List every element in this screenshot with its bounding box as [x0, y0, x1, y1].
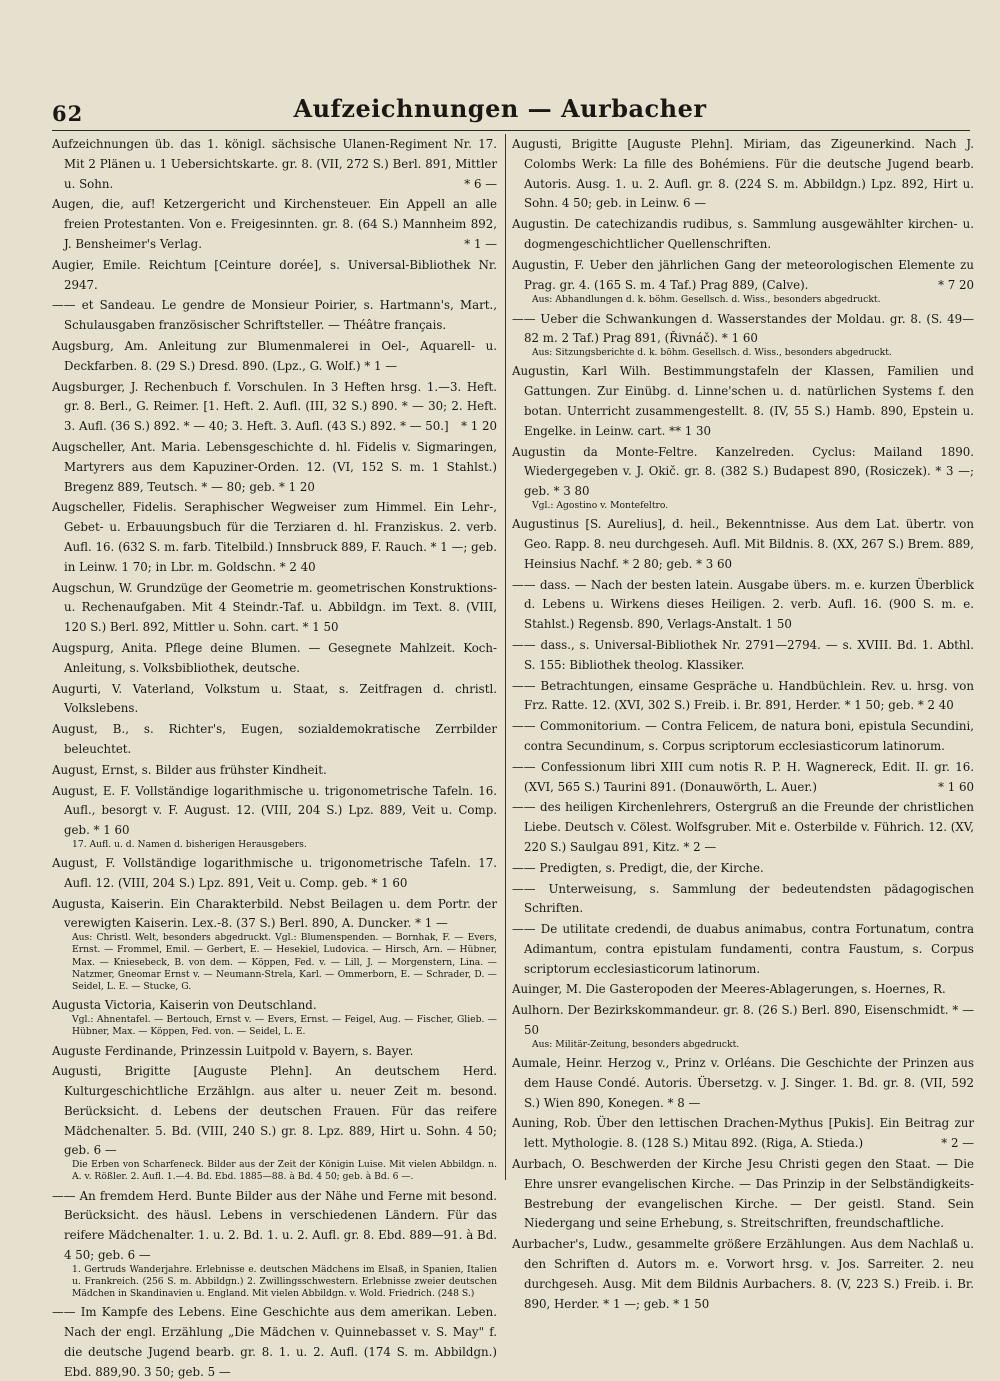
entry-text: —— et Sandeau. Le gendre de Monsieur Poirier, s. Hartmann's, Mart., Schulausgaben französischer Schriftsteller. — Théâtre français.: [52, 298, 497, 333]
catalog-entry: [512, 999, 974, 1051]
catalog-entry: [512, 294, 974, 306]
catalog-entry: [52, 496, 497, 575]
catalog-entry: [512, 360, 974, 439]
catalog-entry: [52, 1040, 497, 1060]
entry-text: —— dass. — Nach der besten latein. Ausgabe übers. m. e. kurzen Überblick d. Lebens u. Wirkens dieses Heiligen. 2. verb. Aufl. 16. (900 S. m. e. Stahlst.) Regensb. 890, Verlags-Anstalt. 1 50: [512, 577, 974, 632]
catalog-entry: [52, 577, 497, 636]
entry-text: Aulhorn. Der Bezirkskommandeur. gr. 8. (26 S.) Berl. 890, Eisenschmidt. * — 50: [512, 1003, 974, 1038]
entry-note: Vgl.: Ahnentafel. — Bertouch, Ernst v. — Evers, Ernst. — Feigel, Aug. — Fischer, Glieb. — Hübner, Max. — Köppen, Fed. von. — Seidel, L. E.: [72, 1014, 497, 1038]
entry-text: Auinger, M. Die Gasteropoden der Meeres-Ablagerungen, s. Hoernes, R.: [512, 982, 946, 997]
catalog-entry: [512, 796, 974, 855]
entry-text: Auning, Rob. Über den lettischen Drachen-Mythus [Pukis]. Ein Beitrag zur lett. Mythologie. 8. (128 S.) Mitau 892. (Riga, A. Stieda.): [512, 1116, 974, 1151]
page-number: 62: [52, 101, 84, 126]
entry-note: Vgl.: Agostino v. Montefeltro.: [532, 499, 669, 511]
entry-text: —— De utilitate credendi, de duabus animabus, contra Fortunatum, contra Adimantum, contra epistulam fundamenti, contra Faustum, s. Corpus scriptorum ecclesiasticorum latinorum.: [512, 922, 974, 976]
catalog-entry: [512, 513, 974, 572]
entry-text: Augustin, Karl Wilh. Bestimmungstafeln der Klassen, Familien und Gattungen. Zur Einübg. d. Linne'schen u. d. natürlichen Systems f. den botan. Unterricht zusammengestellt. 8. (IV, 55 S.) Hamb. 890, Epstein u. Engelke. in Leinw. cart. ** 1 30: [512, 364, 974, 438]
catalog-entry: [512, 756, 974, 796]
entry-text: Augurti, V. Vaterland, Volkstum u. Staat, s. Zeitfragen d. christl. Volkslebens.: [52, 681, 497, 716]
entry-text: Augusta Victoria, Kaiserin von Deutschland.: [52, 998, 317, 1013]
catalog-entry: [512, 675, 974, 715]
running-title: Aufzeichnungen — Aurbacher: [293, 94, 707, 123]
catalog-entry: [52, 1185, 497, 1301]
right-column: [512, 133, 974, 1311]
entry-text: —— Im Kampfe des Lebens. Eine Geschichte aus dem amerikan. Leben. Nach der engl. Erzählung „Die Mädchen v. Quinnebasset v. S. May" f. die deutsche Jugend bearb. gr. 8. 1. u. 2. Aufl. (174 S. m. Abbildgn.) Ebd. 889,90. 3 50; geb. 5 —: [52, 1305, 497, 1379]
catalog-entry: [52, 718, 497, 758]
entry-note: Aus: Christl. Welt, besonders abgedruckt. Vgl.: Blumenspenden. — Bornhak, F. — Evers, Ernst. — Frommel, Emil. — Gerbert, E. — Hesekiel, Ludovica. — Hirsch, Arn. — Hübner, Max. — Kniesebeck, B. von dem. — Köppen, Fed. v. — Lill, J. — Morgenstern, Lina. — Natzmer, Gneomar Ernst v. — Neumann-Strela, Karl. — Ommerborn, E. — Schrader, D. — Seidel, L. E. — Stucke, G.: [72, 932, 497, 993]
catalog-entry: [52, 893, 497, 994]
catalog-entry: [512, 715, 974, 755]
entry-text: August, E. F. Vollständige logarithmische u. trigonometrische Tafeln. 16. Aufl., besorgt v. F. August. 12. (VIII, 204 S.) Lpz. 889, Veit u. Comp. geb. * 1 60: [52, 783, 497, 838]
catalog-entry: [512, 1153, 974, 1232]
entry-text: Augen, die, auf! Ketzergericht und Kirchensteuer. Ein Appell an alle freien Protestanten. Von e. Freigesinnten. gr. 8. (64 S.) Mannheim 892, J. Bensheimer's Verlag.: [52, 197, 497, 251]
catalog-entry: [512, 634, 974, 674]
entry-text: Augusti, Brigitte [Auguste Plehn]. Miriam, das Zigeunerkind. Nach J. Colombs Werk: La fille des Bohémiens. Für die deutsche Jugend bearb. Autoris. Ausg. 1. u. 2. Aufl. gr. 8. (224 S. m. Abbildgn.) Lpz. 892, Hirt u. Sohn. 4 50; geb. in Leinw. 6 —: [512, 137, 974, 211]
catalog-entry: [52, 1060, 497, 1183]
entry-text: Augsburger, J. Rechenbuch f. Vorschulen. In 3 Heften hrsg. 1.—3. Heft. gr. 8. Berl., G. Reimer. [1. Heft. 2. Aufl. (III, 32 S.) 890. * — 30; 2. Heft. 3. Aufl. (36 S.) 892. * — 40; 3. Heft. 3. Aufl. (43 S.) 892. * — 50.]: [52, 379, 497, 434]
entry-price: * 2 —: [941, 1136, 974, 1151]
header-rule: [52, 130, 970, 131]
entry-text: Aufzeichnungen üb. das 1. königl. sächsische Ulanen-Regiment Nr. 17. Mit 2 Plänen u. 1 Uebersichtskarte. gr. 8. (VII, 272 S.) Berl. 891, Mittler u. Sohn.: [52, 137, 497, 191]
entry-text: Aumale, Heinr. Herzog v., Prinz v. Orléans. Die Geschichte der Prinzen aus dem Hause Condé. Autoris. Übersetzg. v. J. Singer. 1. Bd. gr. 8. (VII, 592 S.) Wien 890, Konegen. * 8 —: [512, 1056, 974, 1110]
entry-text: —— dass., s. Universal-Bibliothek Nr. 2791—2794. — s. XVIII. Bd. 1. Abthl. S. 155: Bibliothek theolog. Klassiker.: [512, 637, 974, 672]
catalog-entry: [52, 376, 497, 435]
catalog-entry: [52, 133, 497, 192]
entry-text: —— des heiligen Kirchenlehrers, Ostergruß an die Freunde der christlichen Liebe. Deutsch v. Cölest. Wolfsgruber. Mit e. Osterbilde v. Führich. 12. (XV, 220 S.) Saulgau 891, Kitz. * 2 —: [512, 800, 974, 854]
entry-text: Augier, Emile. Reichtum [Ceinture dorée], s. Universal-Bibliothek Nr. 2947.: [52, 257, 497, 292]
entry-text: Augustin, F. Ueber den jährlichen Gang der meteorologischen Elemente zu Prag. gr. 4. (165 S. m. 4 Taf.) Prag 889, (Calve).: [512, 257, 974, 292]
catalog-entry: [52, 193, 497, 252]
entry-text: Augschun, W. Grundzüge der Geometrie m. geometrischen Konstruktions- u. Rechenaufgaben. Mit 4 Steindr.-Taf. u. Abbildgn. im Text. 8. (VIII, 120 S.) Berl. 892, Mittler u. Sohn. cart. * 1 50: [52, 580, 497, 635]
catalog-entry: [52, 780, 497, 852]
entry-text: —— Betrachtungen, einsame Gespräche u. Handbüchlein. Rev. u. hrsg. von Frz. Ratte. 12. (XVI, 302 S.) Freib. i. Br. 891, Herder. * 1 50; geb. * 2 40: [512, 678, 974, 713]
entry-text: Augustin da Monte-Feltre. Kanzelreden. Cyclus: Mailand 1890. Wiedergegeben v. J. Okič. gr. 8. (382 S.) Budapest 890, (Rosiczek). * 3 —; geb. * 3 80: [512, 444, 974, 499]
catalog-entry: [512, 574, 974, 633]
entry-note: Aus: Militär-Zeitung, besonders abgedruckt.: [532, 1038, 740, 1050]
entry-text: —— Ueber die Schwankungen d. Wasserstandes der Moldau. gr. 8. (S. 49—82 m. 2 Taf.) Prag 891, (Řivnáč). * 1 60: [512, 311, 974, 346]
entry-text: Augustin. De catechizandis rudibus, s. Sammlung ausgewählter kirchen- u. dogmengeschichtlicher Quellenschriften.: [512, 217, 974, 251]
entry-text: Augustinus [S. Aurelius], d. heil., Bekenntnisse. Aus dem Lat. übertr. von Geo. Rapp. 8. neu durchgeseh. Aufl. Mit Bildnis. 8. (XX, 267 S.) Brem. 889, Heinsius Nachf. * 2 80; geb. * 3 60: [512, 517, 974, 571]
entry-text: Augusti, Brigitte [Auguste Plehn]. An deutschem Herd. Kulturgeschichtliche Erzählgn. aus alter u. neuer Zeit m. besond. Berücksicht. d. Lebens der deutschen Frauen. Für das reifere Mädchenalter. 5. Bd. (VIII, 240 S.) gr. 8. Lpz. 889, Hirt u. Sohn. 4 50; geb. 6 —: [52, 1064, 497, 1158]
entry-text: Aurbach, O. Beschwerden der Kirche Jesu Christi gegen den Staat. — Die Ehre unsrer evangelischen Kirche. — Das Prinzip in der Selbständigkeits-Bestrebung der evangelischen Kirche. — Der geistl. Stand. Sein Niedergang und seine Erhebung, s. Streitschriften, freundschaftliche.: [512, 1157, 974, 1231]
catalog-entry: [512, 308, 974, 360]
entry-text: Aurbacher's, Ludw., gesammelte größere Erzählungen. Aus dem Nachlaß u. den Schriften d. Autors m. e. Vorwort hrsg. v. Jos. Sarreiter. 2. neu durchgeseh. Ausg. Mit dem Bildnis Aurbachers. 8. (V, 223 S.) Freib. i. Br. 890, Herder. * 1 —; geb. * 1 50: [512, 1237, 974, 1311]
entry-note: Aus: Abhandlungen d. k. böhm. Gesellsch. d. Wiss., besonders abgedruckt.: [532, 294, 881, 306]
entry-price: * 7 20: [938, 277, 974, 292]
entry-text: —— Commonitorium. — Contra Felicem, de natura boni, epistula Secundini, contra Secundinum, s. Corpus scriptorum ecclesiasticorum latinorum.: [512, 719, 974, 753]
entry-text: —— Predigten, s. Predigt, die, der Kirche.: [512, 860, 764, 875]
catalog-entry: [512, 1052, 974, 1111]
entry-text: —— An fremdem Herd. Bunte Bilder aus der Nähe und Ferne mit besond. Berücksicht. des häusl. Lebens in verschiedenen Ländern. Für das reifere Mädchenalter. 1. u. 2. Bd. 1. u. 2. Aufl. gr. 8. Ebd. 889—91. à Bd. 4 50; geb. 6 —: [52, 1188, 497, 1263]
catalog-entry: [512, 1112, 974, 1152]
catalog-entry: [52, 335, 497, 375]
entry-text: Augscheller, Ant. Maria. Lebensgeschichte d. hl. Fidelis v. Sigmaringen, Martyrers aus dem Kapuziner-Orden. 12. (VI, 152 S. m. 1 Stahlst.) Bregenz 889, Teutsch. * — 80; geb. * 1 20: [52, 439, 497, 494]
entry-text: Auguste Ferdinande, Prinzessin Luitpold v. Bayern, s. Bayer.: [52, 1043, 414, 1058]
entry-price: * 1 20: [461, 419, 497, 434]
entry-note: Die Erben von Scharfeneck. Bilder aus der Zeit der Königin Luise. Mit vielen Abbildgn. n. A. v. Rößler. 2. Aufl. 1.—4. Bd. Ebd. 1885—88. à Bd. 4 50; geb. à Bd. 6 —.: [72, 1159, 497, 1183]
entry-text: Augspurg, Anita. Pflege deine Blumen. — Gesegnete Mahlzeit. Koch-Anleitung, s. Volksbibliothek, deutsche.: [52, 640, 497, 675]
catalog-entry: [52, 254, 497, 294]
catalog-entry: [512, 213, 974, 253]
entry-price: * 1 60: [938, 779, 974, 794]
catalog-entry: [512, 133, 974, 212]
catalog-entry: [512, 918, 974, 977]
catalog-entry: [52, 994, 497, 1038]
entry-text: August, B., s. Richter's, Eugen, sozialdemokratische Zerrbilder beleuchtet.: [52, 722, 497, 756]
catalog-entry: [52, 436, 497, 495]
catalog-entry: [52, 852, 497, 892]
entry-text: August, Ernst, s. Bilder aus frühster Kindheit.: [52, 762, 327, 777]
catalog-entry: [512, 254, 974, 294]
catalog-entry: [512, 1233, 974, 1312]
left-column: [52, 133, 497, 1379]
entry-note: Aus: Sitzungsberichte d. k. böhm. Gesellsch. d. Wiss., besonders abgedruckt.: [532, 347, 892, 359]
entry-text: —— Confessionum libri XIII cum notis R. P. H. Wagnereck, Edit. II. gr. 16. (XVI, 565 S.) Taurini 891. (Donauwörth, L. Auer.): [512, 759, 974, 794]
entry-price: * 6 —: [464, 176, 497, 191]
entry-note: 17. Aufl. u. d. Namen d. bisherigen Herausgebers.: [72, 838, 307, 850]
catalog-entry: [512, 878, 974, 918]
catalog-entry: [52, 637, 497, 677]
entry-note: 1. Gertruds Wanderjahre. Erlebnisse e. deutschen Mädchens im Elsaß, in Spanien, Italien u. Frankreich. (256 S. m. Abbildgn.) 2. Zwillingsschwestern. Erlebnisse zweier deutschen Mädchen in Skandinavien u. England. Mit vielen Abbildgn. v. Wold. Friedrich. (248 S.): [72, 1263, 497, 1300]
catalog-entry: [512, 857, 974, 877]
entry-price: * 1 —: [464, 236, 497, 251]
column-divider: [505, 134, 506, 1180]
entry-text: Augscheller, Fidelis. Seraphischer Wegweiser zum Himmel. Ein Lehr-, Gebet- u. Erbauungsbuch für die Terziaren d. hl. Franziskus. 2. verb. Aufl. 16. (632 S. m. farb. Titelbild.) Innsbruck 889, F. Rauch. * 1 —; geb. in Leinw. 1 70; in Lbr. m. Goldschn. * 2 40: [52, 500, 497, 574]
catalog-entry: [52, 678, 497, 718]
catalog-entry: [512, 441, 974, 513]
entry-text: Augsburg, Am. Anleitung zur Blumenmalerei in Oel-, Aquarell- u. Deckfarben. 8. (29 S.) Dresd. 890. (Lpz., G. Wolf.) * 1 —: [52, 338, 497, 373]
entry-text: Augusta, Kaiserin. Ein Charakterbild. Nebst Beilagen u. dem Portr. der verewigten Kaiserin. Lex.-8. (37 S.) Berl. 890, A. Duncker. * 1 —: [52, 896, 497, 931]
catalog-entry: [512, 978, 974, 998]
catalog-entry: [52, 759, 497, 779]
entry-text: —— Unterweisung, s. Sammlung der bedeutendsten pädagogischen Schriften.: [512, 881, 974, 916]
catalog-entry: [52, 1301, 497, 1380]
entry-text: August, F. Vollständige logarithmische u. trigonometrische Tafeln. 17. Aufl. 12. (VIII, 204 S.) Lpz. 891, Veit u. Comp. geb. * 1 60: [52, 856, 497, 890]
catalog-entry: [52, 294, 497, 334]
